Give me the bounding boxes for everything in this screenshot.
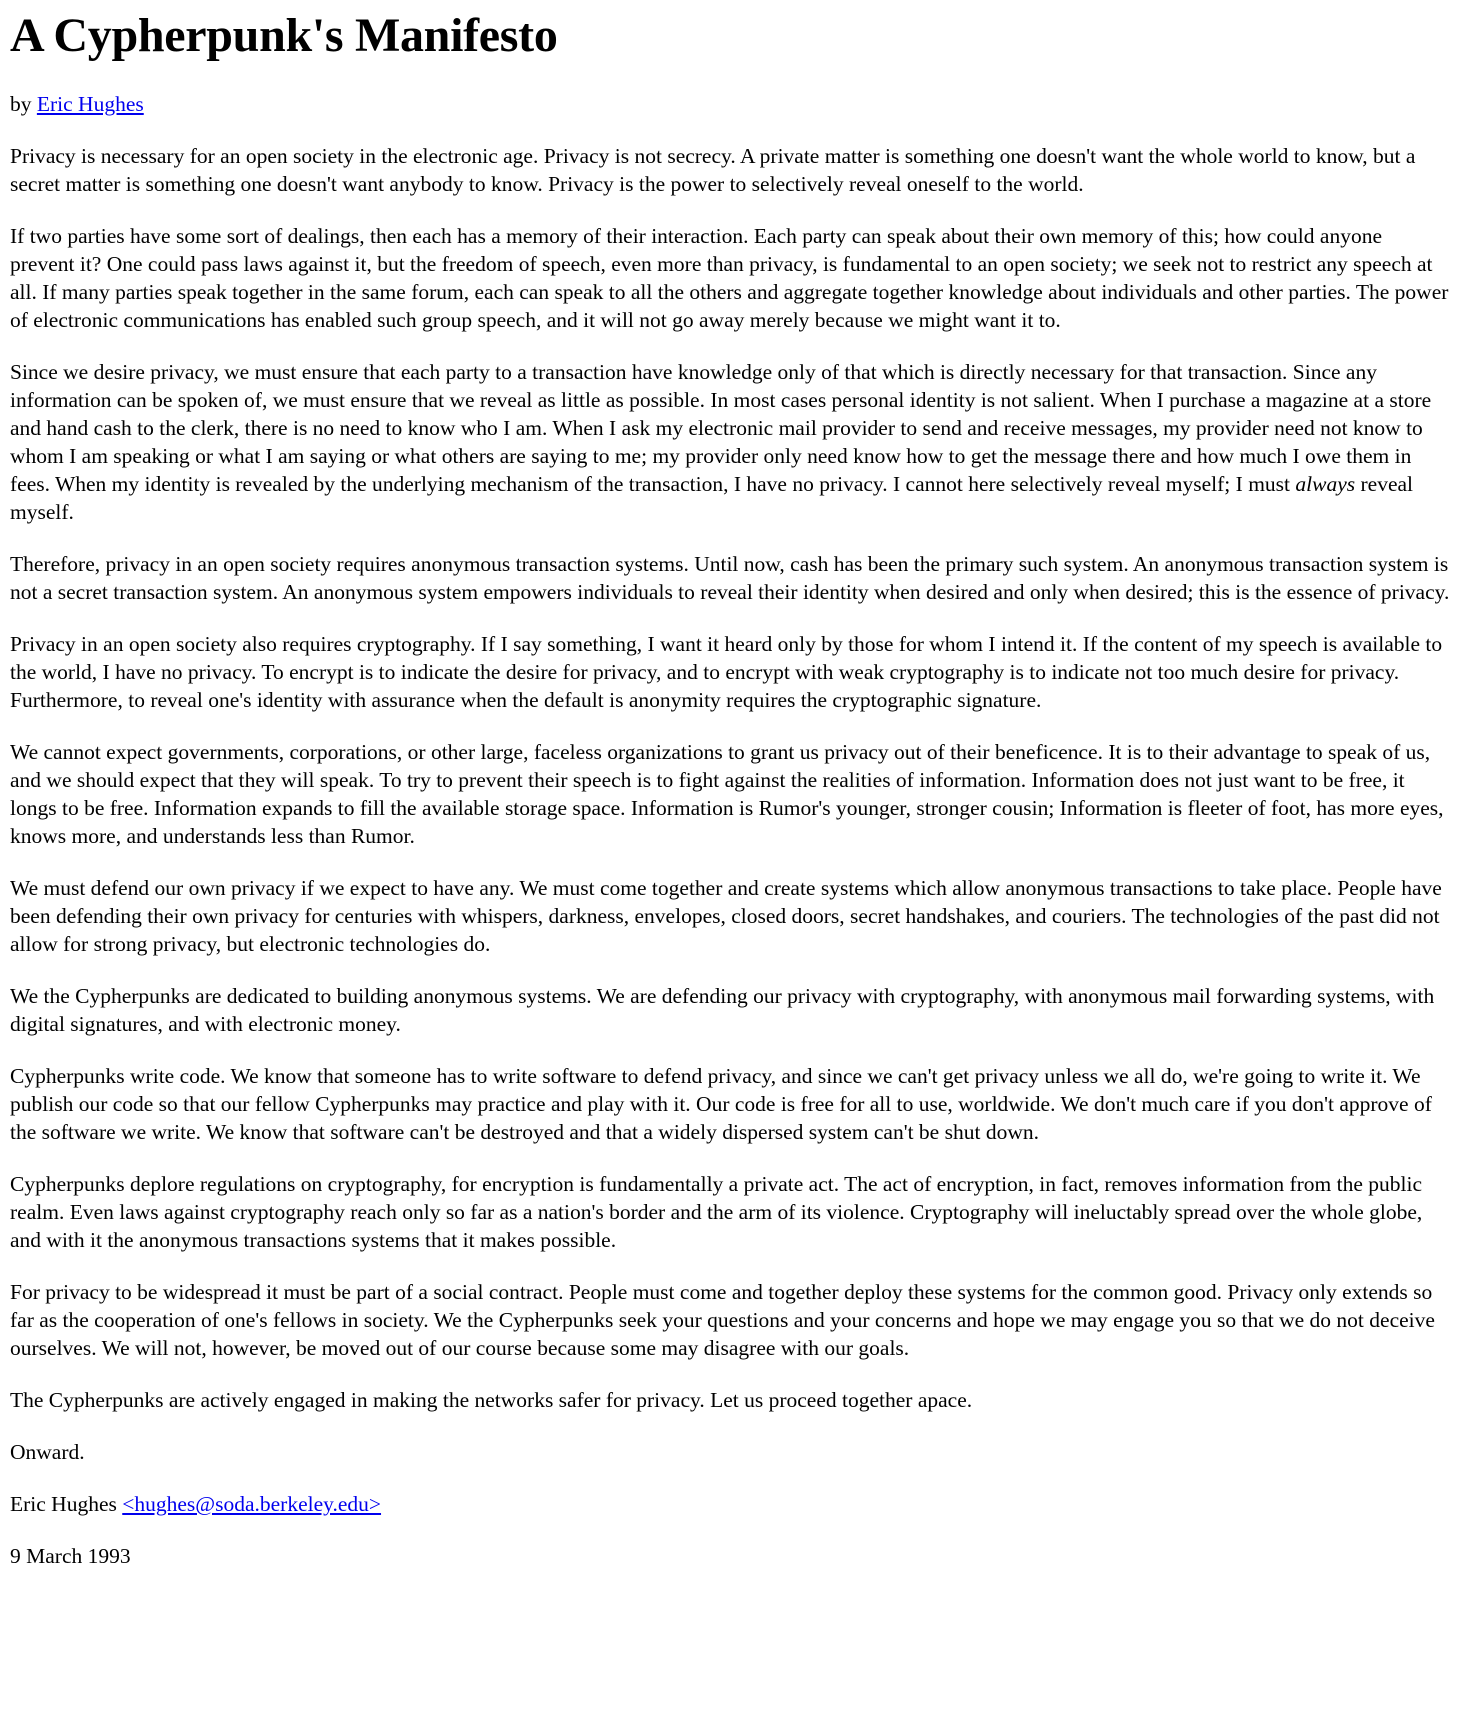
paragraph-building-systems: We the Cypherpunks are dedicated to building anonymous systems. We are defending our privacy with cryptography, with anonymous mail forwarding systems, with digital signatures, and with electronic money. <box>10 984 1435 1036</box>
paragraph-regulations: Cypherpunks deplore regulations on cryptography, for encryption is fundamentally a private act. The act of encryption, in fact, removes information from the public realm. Even laws against cryptography reach only so far as a nation's border and the arm of its violence. Cryptography will ineluctably spread over the whole globe, and with it the anonymous transactions systems that it makes possible. <box>10 1172 1423 1252</box>
paragraph-onward: Onward. <box>10 1440 85 1464</box>
paragraph-actively-engaged: The Cypherpunks are actively engaged in making the networks safer for privacy. Let us proceed together apace. <box>10 1388 973 1412</box>
byline <box>10 90 1450 118</box>
paragraph-two-parties: If two parties have some sort of dealings, then each has a memory of their interaction. Each party can speak about their own memory of this; how could anyone prevent it? One could pass laws against it, but the freedom of speech, even more than privacy, is fundamental to an open society; we seek not to restrict any speech at all. If many parties speak together in the same forum, each can speak to all the others and aggregate together knowledge about individuals and other parties. The power of electronic communications has enabled such group speech, and it will not go away merely because we might want it to. <box>10 224 1449 332</box>
date: 9 March 1993 <box>10 1544 131 1568</box>
paragraph-governments: We cannot expect governments, corporations, or other large, faceless organizations to grant us privacy out of their beneficence. It is to their advantage to speak of us, and we should expect that they will speak. To try to prevent their speech is to fight against the realities of information. Information does not just want to be free, it longs to be free. Information expands to fill the available storage space. Information is Rumor's younger, stronger cousin; Information is fleeter of foot, has more eyes, knows more, and understands less than Rumor. <box>10 740 1444 848</box>
paragraph-cryptography: Privacy in an open society also requires cryptography. If I say something, I want it heard only by those for whom I intend it. If the content of my speech is available to the world, I have no privacy. To encrypt is to indicate the desire for privacy, and to encrypt with weak cryptography is to indicate not too much desire for privacy. Furthermore, to reveal one's identity with assurance when the default is anonymity requires the cryptographic signature. <box>10 632 1443 712</box>
paragraph-desire-privacy <box>10 358 1450 526</box>
email-link[interactable]: <hughes@soda.berkeley.edu> <box>122 1492 382 1516</box>
paragraph-text: Since we desire privacy, we must ensure that each party to a transaction have knowledge only of that which is directly necessary for that transaction. Since any information can be spoken of, we must ensure that we reveal as little as possible. In most cases personal identity is not salient. When I purchase a magazine at a store and hand cash to the clerk, there is no need to know who I am. When I ask my electronic mail provider to send and receive messages, my provider need not know to whom I am speaking or what I am saying or what others are saying to me; my provider only need know how to get the message there and how much I owe them in fees. When my identity is revealed by the underlying mechanism of the transaction, I have no privacy. I cannot here selectively reveal myself; I must <box>10 360 1432 496</box>
paragraph-text: reveal myself. <box>10 472 1414 524</box>
signature <box>10 1490 1450 1518</box>
page-title: A Cypherpunk's Manifesto <box>10 9 558 62</box>
paragraph-write-code: Cypherpunks write code. We know that someone has to write software to defend privacy, and since we can't get privacy unless we all do, we're going to write it. We publish our code so that our fellow Cypherpunks may practice and play with it. Our code is free for all to use, worldwide. We don't much care if you don't approve of the software we write. We know that software can't be destroyed and that a widely dispersed system can't be shut down. <box>10 1064 1432 1144</box>
paragraph-anonymous-transactions: Therefore, privacy in an open society requires anonymous transaction systems. Until now, cash has been the primary such system. An anonymous transaction system is not a secret transaction system. An anonymous system empowers individuals to reveal their identity when desired and only when desired; this is the essence of privacy. <box>10 552 1450 604</box>
byline-prefix: by <box>10 92 32 116</box>
paragraph-defend-privacy: We must defend our own privacy if we expect to have any. We must come together and create systems which allow anonymous transactions to take place. People have been defending their own privacy for centuries with whispers, darkness, envelopes, closed doors, secret handshakes, and couriers. The technologies of the past did not allow for strong privacy, but electronic technologies do. <box>10 876 1442 956</box>
emphasis-always: always <box>1295 472 1356 496</box>
author-link[interactable]: Eric Hughes <box>36 92 144 116</box>
signature-name: Eric Hughes <box>10 1492 117 1516</box>
paragraph-social-contract: For privacy to be widespread it must be part of a social contract. People must come and together deploy these systems for the common good. Privacy only extends so far as the cooperation of one's fellows in society. We the Cypherpunks seek your questions and your concerns and hope we may engage you so that we do not deceive ourselves. We will not, however, be moved out of our course because some may disagree with our goals. <box>10 1280 1435 1360</box>
paragraph-privacy-necessary: Privacy is necessary for an open society in the electronic age. Privacy is not secrecy. A private matter is something one doesn't want the whole world to know, but a secret matter is something one doesn't want anybody to know. Privacy is the power to selectively reveal oneself to the world. <box>10 144 1416 196</box>
